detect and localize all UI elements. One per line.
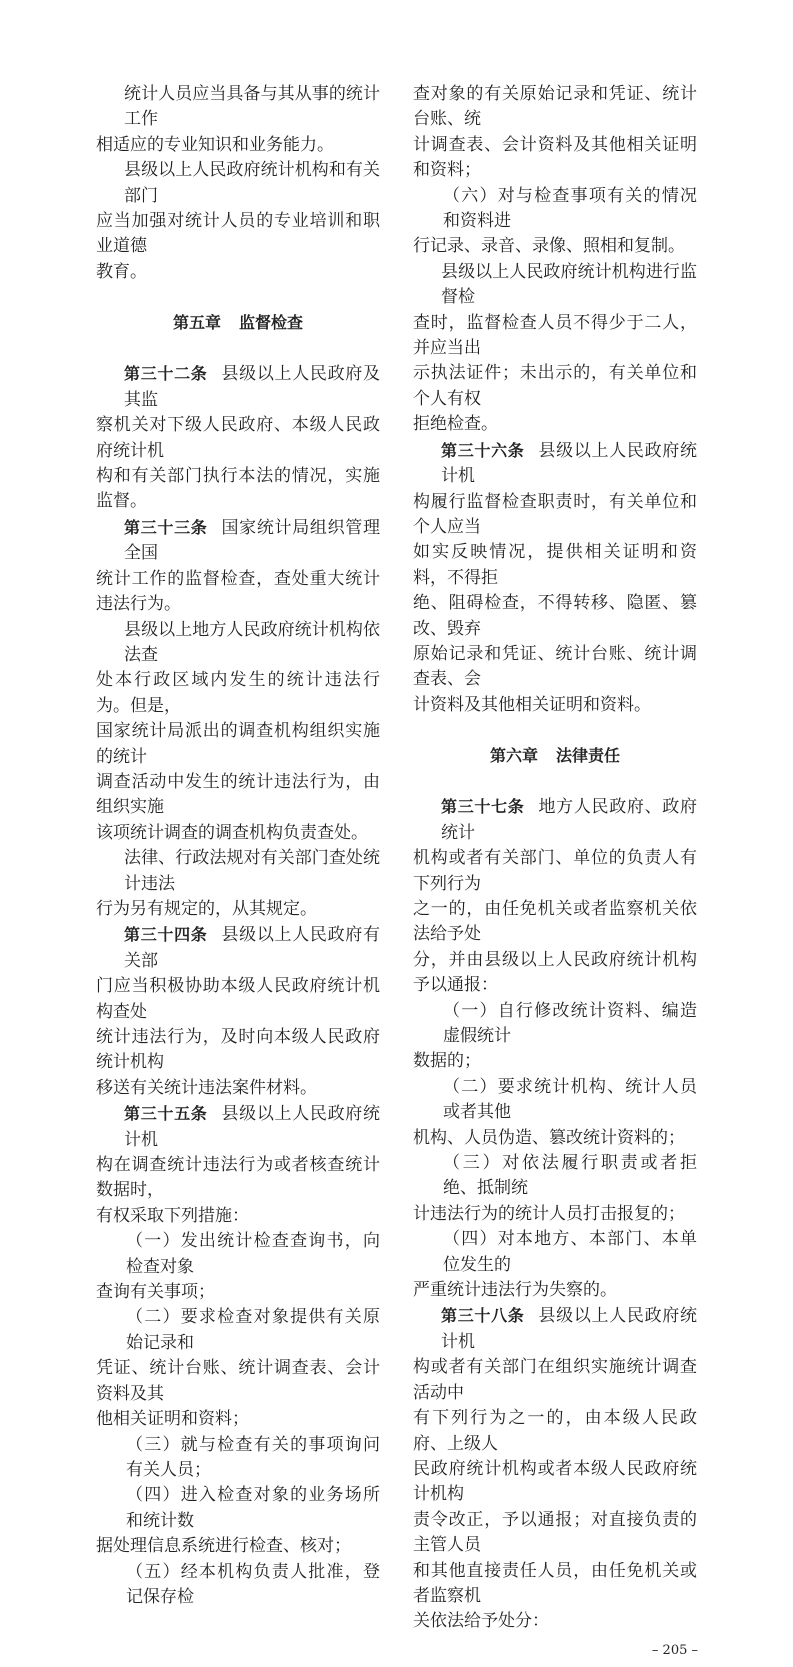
line-text: 构在调查统计违法行为或者核查统计数据时，: [96, 1155, 380, 1201]
text-line: [413, 412, 697, 437]
text-line: [96, 1101, 380, 1153]
list-item: [413, 1151, 697, 1227]
line-text: 机构或者有关部门、单位的负责人有下列行为: [413, 848, 697, 894]
text-line: [96, 361, 380, 413]
chapter-title: 监督检查: [239, 313, 304, 333]
text-line: [413, 794, 697, 846]
text-line: [413, 1609, 697, 1634]
text-line: [96, 897, 380, 922]
article-paragraph: [96, 1101, 380, 1229]
line-text: 地方人民政府、政府统计: [441, 797, 697, 843]
list-item: [96, 1560, 380, 1611]
article-paragraph: [96, 922, 380, 1101]
text-line: [413, 1303, 697, 1355]
line-text: 县级以上人民政府统计机: [441, 440, 697, 487]
line-text: 行记录、录音、录像、照相和复制。: [413, 236, 685, 257]
line-text: 计资料及其他相关证明和资料。: [413, 694, 651, 715]
line-text: （四）对本地方、本部门、本单位发生的: [443, 1229, 697, 1275]
line-text: （四）进入检查对象的业务场所和统计数: [126, 1485, 380, 1531]
text-line: [96, 618, 380, 669]
line-text: 应当加强对统计人员的专业培训和职业道德: [96, 211, 380, 257]
article-number: 第三十二条: [124, 364, 208, 384]
text-line: [413, 1075, 697, 1126]
text-line: [96, 770, 380, 821]
article-paragraph: [96, 361, 380, 514]
text-line: [96, 567, 380, 618]
line-text: 统计人员应当具备与其从事的统计工作: [124, 84, 380, 130]
line-text: 绝、阻碍检查，不得转移、隐匿、篡改、毁弃: [413, 593, 697, 639]
text-line: [413, 438, 697, 490]
list-item: [96, 1433, 380, 1484]
article-number: 第三十六条: [441, 440, 525, 460]
text-line: [96, 668, 380, 719]
line-text: 法律、行政法规对有关部门查处统计违法: [124, 848, 380, 894]
line-text: 拒绝检查。: [413, 414, 498, 435]
chapter-title: 法律责任: [556, 746, 621, 766]
text-line: [413, 1508, 697, 1559]
line-text: （六）对与检查事项有关的情况和资料进: [443, 185, 697, 232]
article-paragraph: [413, 794, 697, 998]
list-item: [413, 184, 697, 260]
line-text: （二）要求统计机构、统计人员或者其他: [443, 1076, 697, 1123]
line-text: （五）经本机构负责人批准，登记保存检: [126, 1561, 380, 1607]
line-text: 县级以上地方人民政府统计机构依法查: [124, 619, 380, 665]
text-line: [413, 133, 697, 184]
line-text: 示执法证件；未出示的，有关单位和个人有权: [413, 363, 697, 409]
text-line: [413, 999, 697, 1050]
text-line: [413, 540, 697, 591]
line-text: 查对象的有关原始记录和凭证、统计台账、统: [413, 84, 697, 130]
text-line: [413, 1559, 697, 1610]
line-text: 构或者有关部门在组织实施统计调查活动中: [413, 1357, 697, 1403]
list-item: [413, 1075, 697, 1151]
line-text: （一）自行修改统计资料、编造虚假统计: [443, 1000, 697, 1046]
text-line: [96, 1433, 380, 1484]
text-line: [96, 515, 380, 567]
list-item: [413, 1227, 697, 1303]
line-text: 之一的，由任免机关或者监察机关依法给予处: [413, 898, 697, 945]
text-line: [413, 311, 697, 362]
text-line: [96, 133, 380, 158]
text-line: [96, 1483, 380, 1534]
text-line: [96, 821, 380, 846]
text-line: [413, 642, 697, 693]
text-line: [96, 158, 380, 209]
line-text: 严重统计违法行为失察的。: [413, 1280, 617, 1301]
article-number: 第三十三条: [124, 517, 208, 537]
text-line: [96, 922, 380, 974]
paragraph: [413, 82, 697, 184]
text-line: [413, 184, 697, 235]
text-line: [96, 1280, 380, 1305]
line-text: 国家统计局组织管理全国: [124, 517, 380, 564]
line-text: 县级以上人民政府统计机: [124, 1104, 380, 1150]
text-line: [413, 82, 697, 133]
line-text: 数据的；: [413, 1051, 481, 1072]
line-text: 该项统计调查的调查机构负责查处。: [96, 822, 368, 843]
line-text: （二）要求检查对象提供有关原始记录和: [126, 1307, 380, 1353]
line-text: 机构、人员伪造、篡改统计资料的；: [413, 1127, 685, 1148]
text-line: [96, 1153, 380, 1204]
line-text: 门应当积极协助本级人民政府统计机构查处: [96, 976, 380, 1022]
line-text: 国家统计局派出的调查机构组织实施的统计: [96, 721, 380, 767]
text-line: [96, 413, 380, 464]
line-text: 有下列行为之一的，由本级人民政府、上级人: [413, 1408, 697, 1454]
right-column: [413, 82, 697, 1635]
text-line: [413, 361, 697, 412]
line-text: 计调查表、会计资料及其他相关证明和资料；: [413, 134, 697, 181]
line-text: 他相关证明和资料；: [96, 1409, 249, 1430]
line-text: 相适应的专业知识和业务能力。: [96, 134, 334, 155]
line-text: 计违法行为的统计人员打击报复的；: [413, 1203, 685, 1224]
text-line: [413, 948, 697, 999]
line-text: 关依法给予处分：: [413, 1611, 549, 1632]
list-item: [96, 1483, 380, 1559]
paragraph: [96, 618, 380, 847]
text-line: [413, 1202, 697, 1227]
page-number: – 205 –: [651, 1643, 698, 1658]
line-text: 分，并由县级以上人民政府统计机构予以通报：: [413, 949, 697, 996]
paragraph: [96, 158, 380, 285]
left-column: [96, 82, 380, 1610]
text-line: [413, 1227, 697, 1278]
line-text: 统计违法行为，及时向本级人民政府统计机构: [96, 1027, 380, 1073]
line-text: 构和有关部门执行本法的情况，实施监督。: [96, 466, 380, 512]
line-text: 教育。: [96, 261, 147, 282]
line-text: 察机关对下级人民政府、本级人民政府统计机: [96, 415, 380, 461]
text-line: [96, 719, 380, 770]
line-text: 查询有关事项；: [96, 1282, 215, 1303]
text-line: [413, 1049, 697, 1074]
text-line: [413, 1278, 697, 1303]
line-text: 县级以上人民政府统计机: [441, 1306, 697, 1352]
paragraph: [413, 260, 697, 438]
article-number: 第三十四条: [124, 925, 208, 945]
text-line: [96, 1076, 380, 1101]
text-line: [413, 1457, 697, 1508]
text-line: [96, 260, 380, 285]
list-item: [96, 1229, 380, 1305]
text-line: [96, 464, 380, 515]
text-line: [413, 1406, 697, 1457]
chapter-heading: [413, 718, 697, 794]
text-line: [96, 1229, 380, 1280]
line-text: 和其他直接责任人员，由任免机关或者监察机: [413, 1560, 697, 1606]
text-line: [96, 846, 380, 897]
article-paragraph: [96, 515, 380, 618]
list-item: [96, 1305, 380, 1432]
line-text: 行为另有规定的，从其规定。: [96, 898, 317, 919]
line-text: 据处理信息系统进行检查、核对；: [96, 1536, 351, 1557]
line-text: 县级以上人民政府有关部: [124, 925, 380, 971]
text-line: [96, 1407, 380, 1432]
line-text: （一）发出统计检查查询书，向检查对象: [126, 1231, 380, 1277]
line-text: 县级以上人民政府及其监: [124, 364, 380, 410]
chapter-number: 第五章: [172, 313, 221, 333]
text-line: [413, 1126, 697, 1151]
line-text: 有权采取下列措施：: [96, 1205, 249, 1226]
line-text: 原始记录和凭证、统计台账、统计调查表、会: [413, 643, 697, 690]
text-line: [96, 1025, 380, 1076]
line-text: 凭证、统计台账、统计调查表、会计资料及其: [96, 1358, 380, 1404]
text-line: [96, 1534, 380, 1559]
line-text: 调查活动中发生的统计违法行为，由组织实施: [96, 771, 380, 818]
text-line: [413, 591, 697, 642]
text-line: [413, 846, 697, 897]
line-text: 统计工作的监督检查，查处重大统计违法行为。: [96, 568, 380, 615]
text-line: [96, 1560, 380, 1611]
line-text: 县级以上人民政府统计机构进行监督检: [441, 261, 697, 308]
article-number: 第三十八条: [441, 1306, 525, 1326]
chapter-heading: [96, 285, 380, 361]
text-line: [96, 1204, 380, 1229]
line-text: 如实反映情况，提供相关证明和资料，不得拒: [413, 542, 697, 588]
text-line: [413, 260, 697, 311]
list-item: [413, 999, 697, 1075]
line-text: （三）对依法履行职责或者拒绝、抵制统: [443, 1153, 697, 1199]
text-line: [96, 974, 380, 1025]
line-text: 移送有关统计违法案件材料。: [96, 1077, 317, 1098]
chapter-number: 第六章: [489, 746, 538, 766]
article-number: 第三十五条: [124, 1104, 208, 1124]
line-text: 民政府统计机构或者本级人民政府统计机构: [413, 1458, 697, 1505]
text-line: [413, 897, 697, 948]
text-line: [96, 209, 380, 260]
article-paragraph: [413, 438, 697, 718]
article-paragraph: [413, 1303, 697, 1634]
text-line: [413, 490, 697, 541]
text-line: [413, 234, 697, 259]
text-line: [96, 1356, 380, 1407]
paragraph: [96, 846, 380, 922]
paragraph: [96, 82, 380, 158]
line-text: 构履行监督检查职责时，有关单位和个人应当: [413, 491, 697, 537]
line-text: 责令改正，予以通报；对直接负责的主管人员: [413, 1509, 697, 1556]
line-text: 查时，监督检查人员不得少于二人，并应当出: [413, 312, 697, 359]
line-text: 处本行政区域内发生的统计违法行为。但是，: [96, 670, 380, 716]
line-text: 县级以上人民政府统计机构和有关部门: [124, 160, 380, 206]
text-line: [413, 1151, 697, 1202]
article-number: 第三十七条: [441, 797, 525, 817]
text-line: [413, 1355, 697, 1406]
text-line: [413, 693, 697, 718]
line-text: （三）就与检查有关的事项询问有关人员；: [126, 1434, 380, 1480]
text-line: [96, 1305, 380, 1356]
text-line: [96, 82, 380, 133]
